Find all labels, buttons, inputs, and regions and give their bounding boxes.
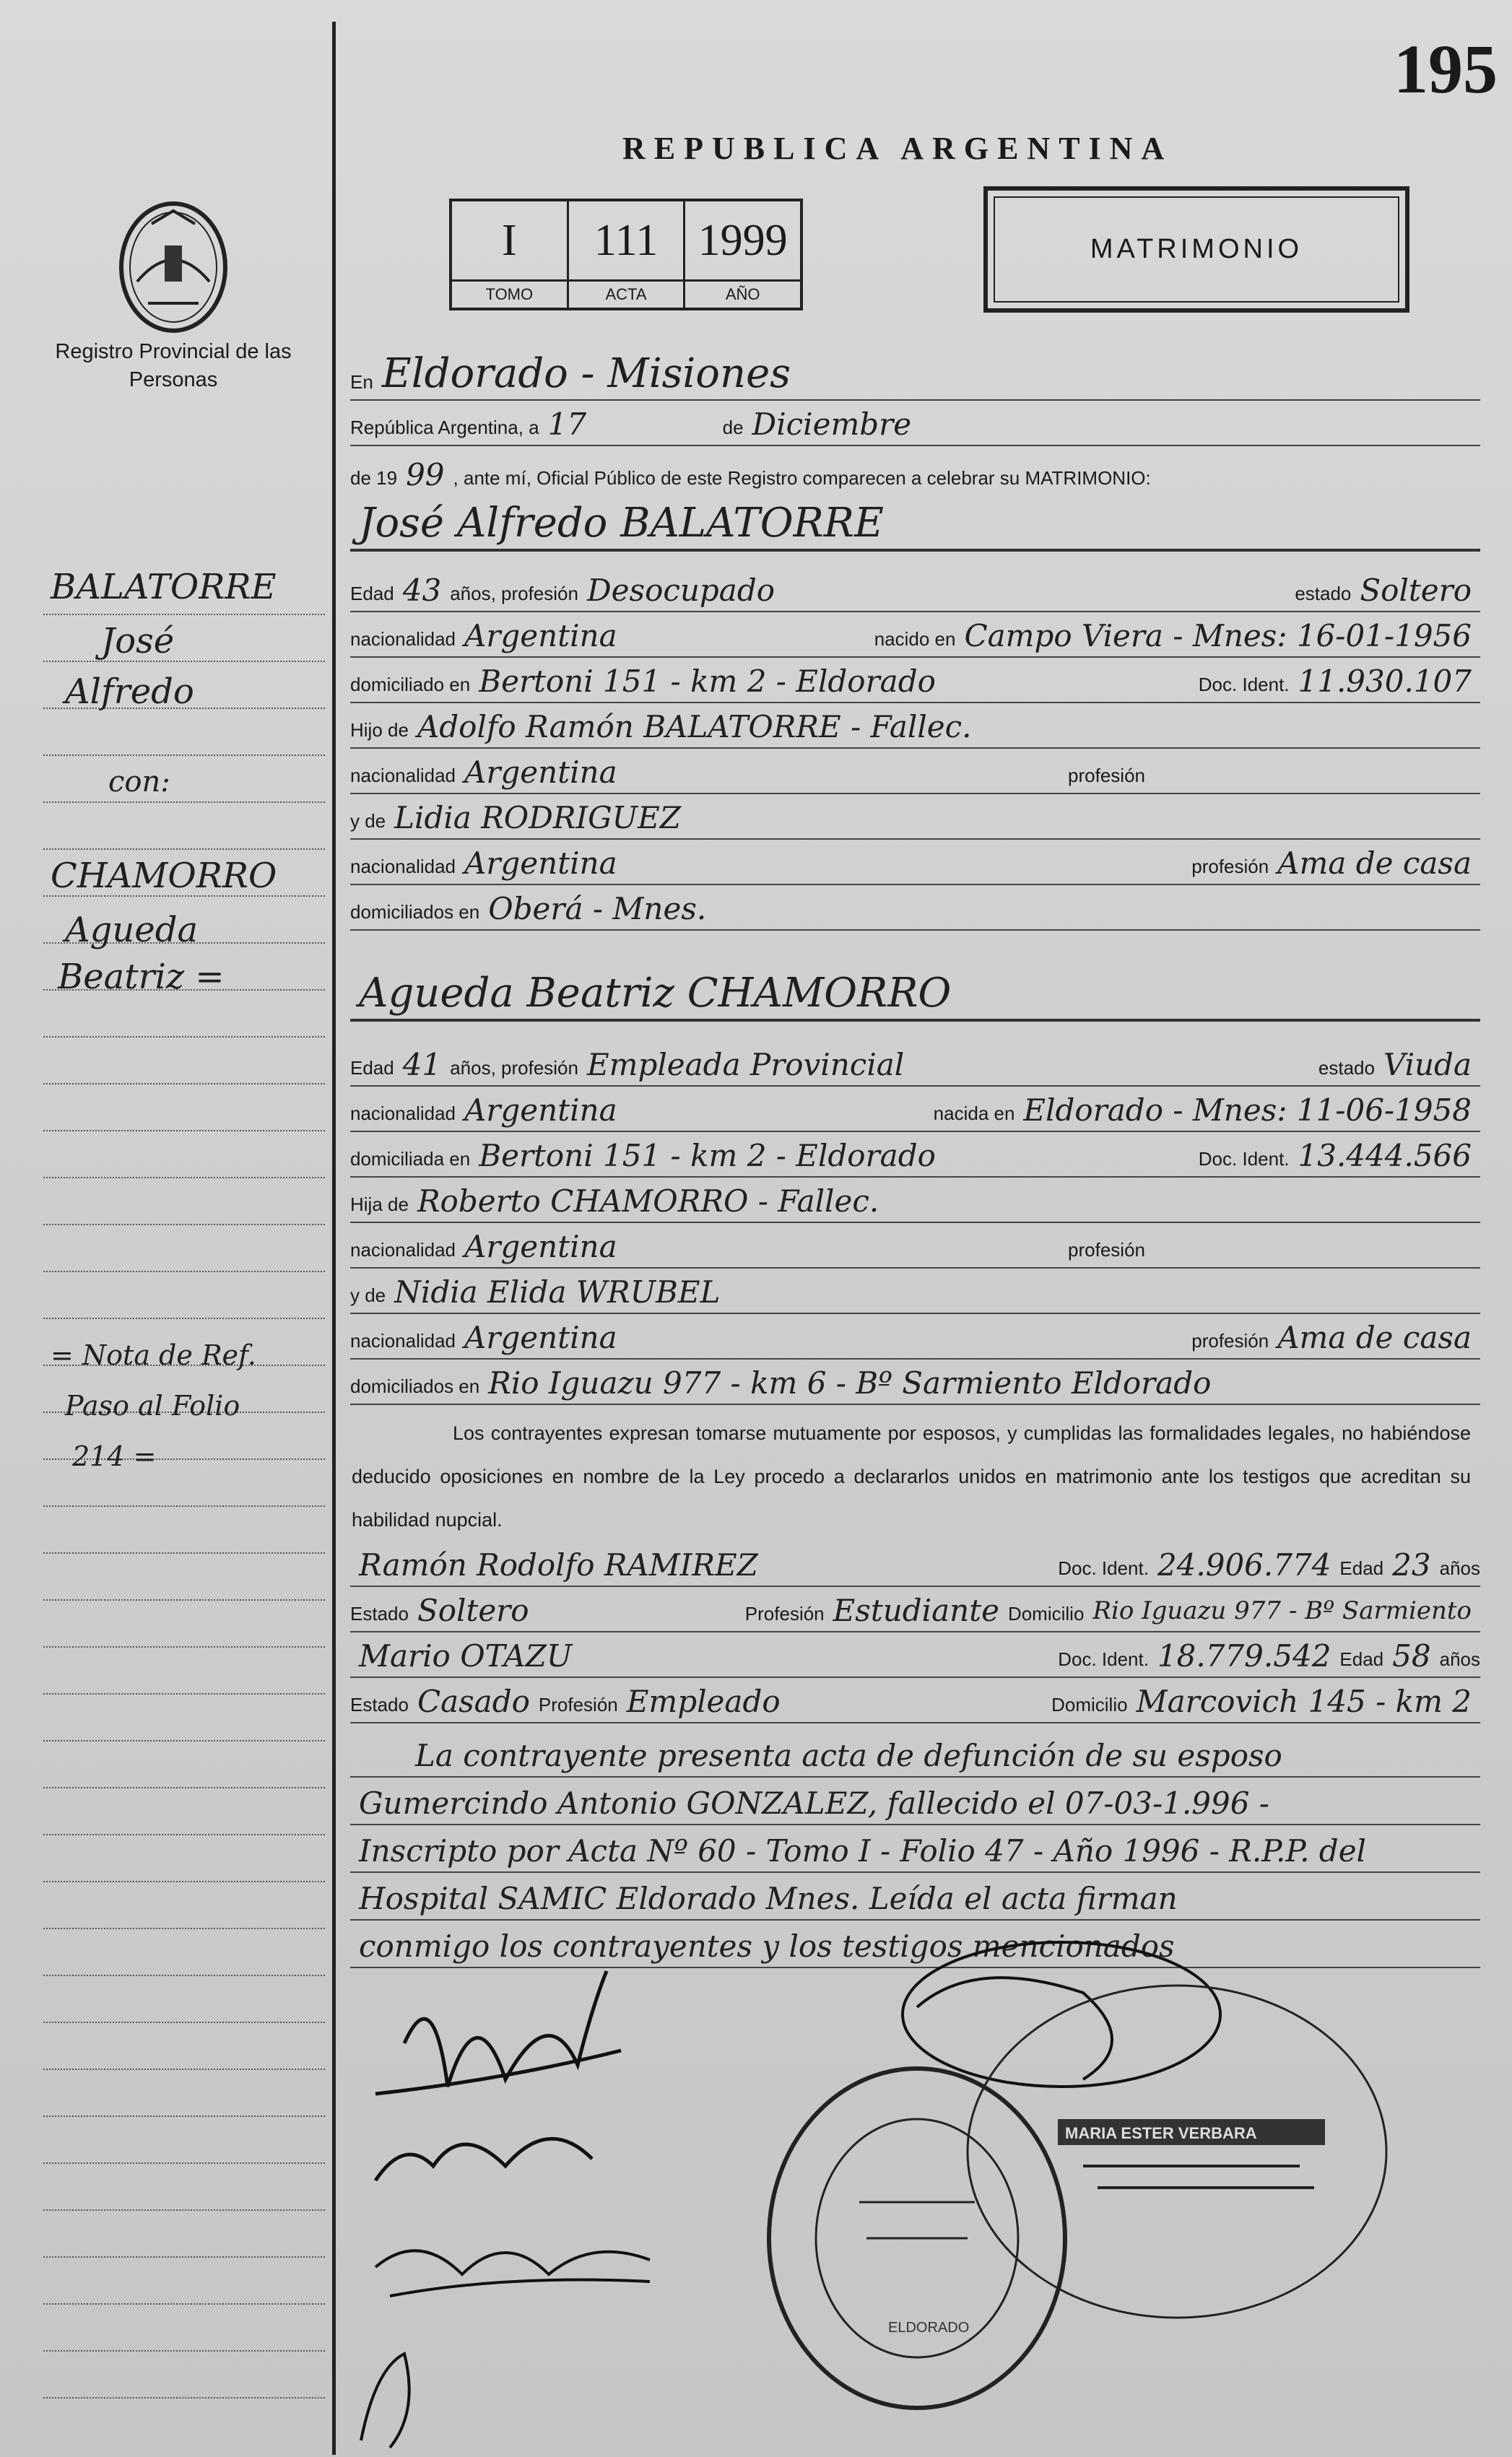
- groom-nationality-line: nacionalidad Argentina nacido en Campo Viera - Mnes: 16-01-1956: [350, 616, 1480, 658]
- acta-label: ACTA: [569, 279, 684, 308]
- margin-groom-first-name: José: [101, 621, 175, 661]
- witness-1-line: Ramón Rodolfo RAMIREZ Doc. Ident. 24.906.774 Edad 23 años: [350, 1545, 1480, 1587]
- acta-value: 111: [594, 215, 659, 265]
- groom-mother: Lidia RODRIGUEZ: [394, 800, 681, 835]
- groom-doc: 11.930.107: [1298, 664, 1472, 699]
- witness-signature: [361, 1942, 1220, 2448]
- margin-groom-surname: BALATORRE: [51, 567, 277, 607]
- bride-father: Roberto CHAMORRO - Fallec.: [417, 1183, 879, 1219]
- groom-profession: Desocupado: [586, 573, 775, 608]
- ano-label: AÑO: [685, 279, 800, 308]
- observation-text: La contrayente presenta acta de defunción de su esposo: [415, 1738, 1282, 1773]
- witness-1-age: 23: [1392, 1547, 1431, 1583]
- bride-father-nat-line: nacionalidad Argentina profesión: [350, 1227, 1480, 1269]
- groom-parents-address: Oberá - Mnes.: [488, 891, 707, 926]
- groom-age: 43: [402, 573, 442, 608]
- witness-1-profession: Estudiante: [833, 1593, 999, 1628]
- groom-father-line: Hijo de Adolfo Ramón BALATORRE - Fallec.: [350, 707, 1480, 749]
- witness-1-status: Soltero: [417, 1593, 529, 1628]
- witness-2-name: Mario OTAZU: [359, 1638, 573, 1674]
- groom-mother-nat-line: nacionalidad Argentina profesión Ama de casa: [350, 843, 1480, 885]
- registry-seal-stamp: [769, 2069, 1065, 2408]
- margin-note-line: Paso al Folio: [65, 1390, 240, 1422]
- witness-1-doc: 24.906.774: [1157, 1547, 1331, 1583]
- witness-1-name: Ramón Rodolfo RAMIREZ: [359, 1547, 758, 1583]
- intro-place-line: En Eldorado - Misiones: [350, 349, 1480, 401]
- registry-name: Registro Provincial de las Personas: [55, 340, 292, 391]
- bride-address: Bertoni 151 - km 2 - Eldorado: [479, 1138, 936, 1173]
- witness-2-line: Mario OTAZU Doc. Ident. 18.779.542 Edad 58 años: [350, 1636, 1480, 1678]
- witness-1-detail-line: Estado Soltero Profesión Estudiante Domicilio Rio Iguazu 977 - Bº Sarmiento: [350, 1591, 1480, 1632]
- document-type: MATRIMONIO: [994, 196, 1399, 303]
- groom-father: Adolfo Ramón BALATORRE - Fallec.: [417, 709, 972, 744]
- officer-stamp: [968, 1986, 1386, 2318]
- place-value: Eldorado - Misiones: [381, 350, 791, 397]
- margin-bride-surname: CHAMORRO: [51, 856, 277, 896]
- bride-father-nationality: Argentina: [464, 1229, 617, 1264]
- witness-2-age: 58: [1392, 1638, 1431, 1674]
- bride-mother: Nidia Elida WRUBEL: [394, 1274, 721, 1310]
- groom-parents-address-line: domiciliados en Oberá - Mnes.: [350, 889, 1480, 931]
- bride-signature: [375, 2251, 650, 2296]
- page-title: REPUBLICA ARGENTINA: [622, 131, 1173, 166]
- witness-1-address: Rio Iguazu 977 - Bº Sarmiento: [1092, 1596, 1472, 1625]
- margin-note-line: = Nota de Ref.: [51, 1339, 256, 1371]
- witness-2-address: Marcovich 145 - km 2: [1136, 1684, 1472, 1719]
- day-value: 17: [547, 406, 587, 442]
- observation-text: conmigo los contrayentes y los testigos mencionados: [359, 1928, 1175, 1964]
- groom-mother-nationality: Argentina: [464, 845, 617, 881]
- bride-doc: 13.444.566: [1298, 1138, 1472, 1173]
- bride-parents-address: Rio Iguazu 977 - km 6 - Bº Sarmiento Eldorado: [488, 1365, 1212, 1401]
- intro-year-line: de 19 99 , ante mí, Oficial Público de este Registro comparecen a celebrar su MATRIMONIO:: [350, 455, 1480, 495]
- groom-mother-line: y de Lidia RODRIGUEZ: [350, 798, 1480, 840]
- groom-nationality: Argentina: [464, 618, 617, 653]
- bride-profession: Empleada Provincial: [586, 1047, 905, 1082]
- bride-mother-line: y de Nidia Elida WRUBEL: [350, 1272, 1480, 1314]
- intro-date-line: República Argentina, a 17 de Diciembre: [350, 404, 1480, 446]
- officer-name: MARIA ESTER VERBARA: [1065, 2124, 1257, 2142]
- bride-nationality: Argentina: [464, 1092, 617, 1128]
- bride-address-line: domiciliada en Bertoni 151 - km 2 - Eldorado Doc. Ident. 13.444.566: [350, 1136, 1480, 1178]
- witness-2-doc: 18.779.542: [1157, 1638, 1331, 1674]
- tomo-value: I: [502, 215, 517, 265]
- bride-mother-profession: Ama de casa: [1277, 1320, 1472, 1355]
- groom-name: José Alfredo BALATORRE: [359, 500, 884, 547]
- declaration-text: Los contrayentes expresan tomarse mutuamente por esposos, y cumplidas las formalidades legales, no habiéndose deducido oposiciones en nombre de la Ley procedo a declararlos unidos en matrimonio ante los testigos que acreditan su habilidad nupcial.: [352, 1422, 1471, 1531]
- observation-text: Gumercindo Antonio GONZALEZ, fallecido el 07-03-1.996 -: [359, 1786, 1269, 1821]
- tomo-label: TOMO: [452, 279, 567, 308]
- observation-text: Inscripto por Acta Nº 60 - Tomo I - Folio 47 - Año 1996 - R.P.P. del: [359, 1833, 1366, 1869]
- bride-age: 41: [402, 1047, 442, 1082]
- groom-age-line: Edad 43 años, profesión Desocupado estado Soltero: [350, 570, 1480, 612]
- folio-number: 195: [1394, 30, 1498, 108]
- groom-father-nat-line: nacionalidad Argentina profesión: [350, 752, 1480, 794]
- margin-connector: con:: [108, 765, 170, 799]
- margin-bride-middle-name: Beatriz =: [58, 957, 225, 997]
- witness-2-profession: Empleado: [626, 1684, 781, 1719]
- bride-age-line: Edad 41 años, profesión Empleada Provincial estado Viuda: [350, 1045, 1480, 1087]
- month-value: Diciembre: [752, 406, 912, 442]
- margin-note-line: 214 =: [72, 1440, 157, 1472]
- bride-nationality-line: nacionalidad Argentina nacida en Eldorado - Mnes: 11-06-1958: [350, 1090, 1480, 1132]
- margin-bride-first-name: Agueda: [65, 910, 199, 950]
- groom-birth: Campo Viera - Mnes: 16-01-1956: [964, 618, 1472, 653]
- observation-text: Hospital SAMIC Eldorado Mnes. Leída el acta firman: [359, 1881, 1178, 1916]
- groom-address: Bertoni 151 - km 2 - Eldorado: [479, 664, 936, 699]
- seal-text: ELDORADO: [888, 2320, 970, 2336]
- groom-father-nationality: Argentina: [464, 755, 617, 790]
- witness-2-detail-line: Estado Casado Profesión Empleado Domicilio Marcovich 145 - km 2: [350, 1682, 1480, 1723]
- bride-mother-nat-line: nacionalidad Argentina profesión Ama de casa: [350, 1318, 1480, 1360]
- margin-groom-middle-name: Alfredo: [65, 671, 194, 712]
- bride-mother-nationality: Argentina: [464, 1320, 617, 1355]
- bride-name: Agueda Beatriz CHAMORRO: [359, 970, 952, 1017]
- year-value: 99: [406, 457, 445, 492]
- bride-parents-address-line: domiciliados en Rio Iguazu 977 - km 6 - Bº Sarmiento Eldorado: [350, 1363, 1480, 1405]
- bride-birth: Eldorado - Mnes: 11-06-1958: [1023, 1092, 1472, 1128]
- groom-status: Soltero: [1360, 573, 1472, 608]
- ano-value: 1999: [698, 215, 788, 265]
- groom-mother-profession: Ama de casa: [1277, 845, 1472, 881]
- bride-status: Viuda: [1383, 1047, 1472, 1082]
- groom-signature: [375, 1971, 621, 2180]
- groom-address-line: domiciliado en Bertoni 151 - km 2 - Eldorado Doc. Ident. 11.930.107: [350, 661, 1480, 703]
- bride-father-line: Hija de Roberto CHAMORRO - Fallec.: [350, 1181, 1480, 1223]
- witness-2-status: Casado: [417, 1684, 530, 1719]
